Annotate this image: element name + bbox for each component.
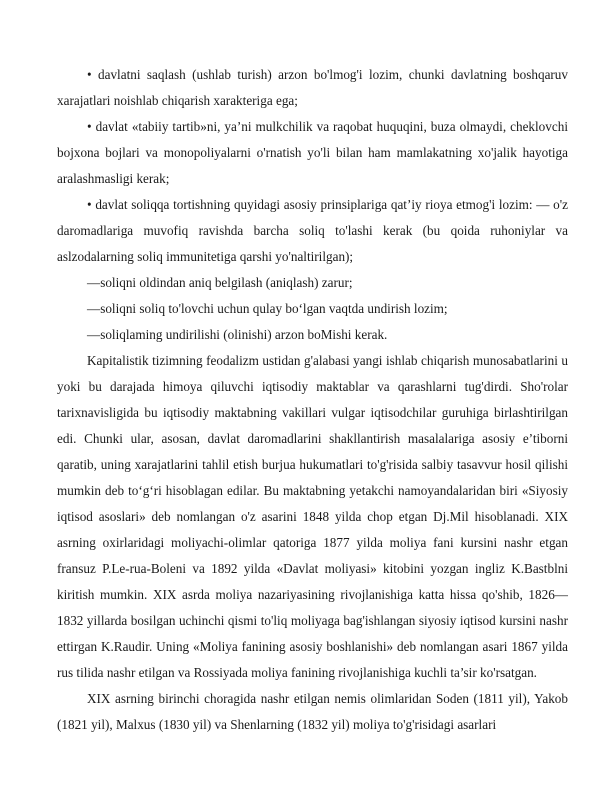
dash-item-2: —soliqni soliq to'lovchi uchun qulay bo‘lgan vaqtda undirish lozim; xyxy=(87,301,448,316)
dash-item-3: —soliqlaming undirilishi (olinishi) arzon boMishi kerak. xyxy=(87,327,388,342)
body-paragraph-1: Kapitalistik tizimning feodalizm ustidan g'alabasi yangi ishlab chiqarish munosabatlarini u yoki bu darajada himoya qiluvchi iqtisodiy maktablar va qarashlarni tug'dirdi. Sho'rolar tarixnavisligida bu iqtisodiy maktabning vakillari vulgar iqtisodchilar guruhiga birlashtirilgan edi. Chunki ular, asosan, davlat daromadlarini shakllantirish masalalariga asosiy e’tiborni qaratib, uning xarajatlarini tahlil etish burjua hukumatlari to'g'risida salbiy tasavvur hosil qilishi mumkin deb to‘g‘ri hisoblagan edilar. Bu maktabning yetakchi namoyandalaridan biri «Siyosiy iqtisod asoslari» deb nomlangan o'z asarini 1848 yilda chop etgan Dj.Mil hisoblanadi. XIX asrning oxirlaridagi moliyachi-olimlar qatoriga 1877 yilda moliya fani kursini nashr etgan fransuz P.Le-rua-Boleni va 1892 yilda «Davlat moliyasi» kitobini yozgan ingliz K.Bastblni kiritish mumkin. XIX asrda moliya nazariyasining rivojlanishiga katta hissa qo'shib, 1826—1832 yillarda bosilgan uchinchi qismi to'liq moliyaga bag'ishlangan siyosiy iqtisod kursini nashr ettirgan K.Raudir. Uning «Moliya fanining asosiy boshlanishi» deb nomlangan asari 1867 yilda rus tilida nashr etilgan va Rossiyada moliya fanining rivojlanishiga kuchli ta’sir ko'rsatgan. xyxy=(57,353,568,680)
bullet-paragraph-2: • davlat «tabiiy tartib»ni, ya’ni mulkchilik va raqobat huquqini, buza olmaydi, cheklovchi bojxona bojlari va monopoliyalarni o'rnatish yo'li bilan ham mamlakatning xo'jalik hayotiga aralashmasligi kerak; xyxy=(57,119,568,186)
bullet-paragraph-1: • davlatni saqlash (ushlab turish) arzon bo'lmog'i lozim, chunki davlatning boshqaruv xarajatlari noishlab chiqarish xarakteriga ega; xyxy=(57,67,568,108)
bullet-paragraph-3: • davlat soliqqa tortishning quyidagi asosiy prinsiplariga qat’iy rioya etmog'i lozim: — o'z daromadlariga muvofiq ravishda barcha soliq to'lashi kerak (bu qoida ruhoniylar va aslzodalarning soliq immunitetiga qarshi yo'naltirilgan); xyxy=(57,197,568,264)
text-column xyxy=(57,62,568,738)
body-paragraph-2: XIX asrning birinchi choragida nashr etilgan nemis olimlaridan Soden (1811 yil), Yakob (1821 yil), Malxus (1830 yil) va Shenlarning (1832 yil) moliya to'g'risidagi asarlari xyxy=(57,691,568,732)
dash-item-1: —soliqni oldindan aniq belgilash (aniqlash) zarur; xyxy=(87,275,353,290)
